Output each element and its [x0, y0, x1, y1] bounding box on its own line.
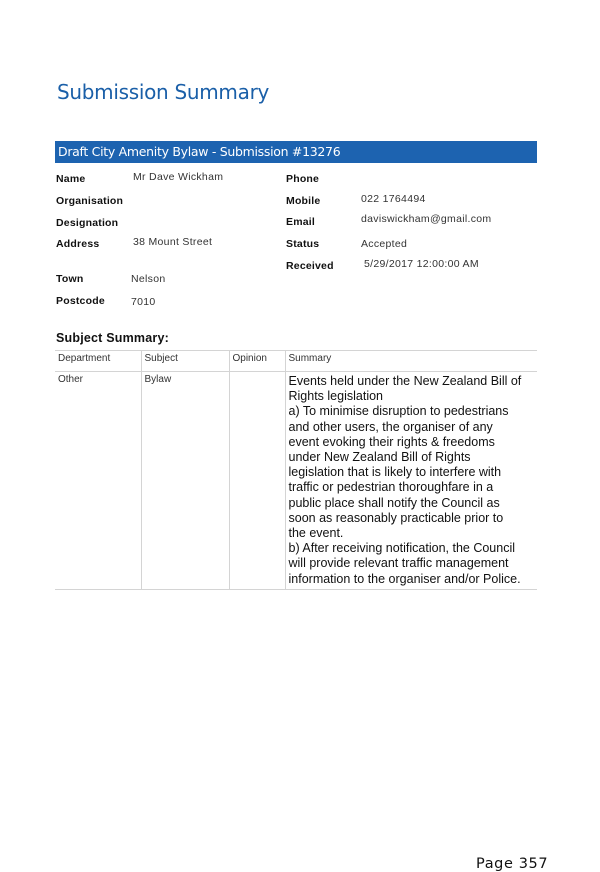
submission-banner: Draft City Amenity Bylaw - Submission #13276: [55, 141, 537, 163]
subject-cell: Bylaw: [141, 372, 229, 590]
organisation-label: Organisation: [56, 195, 124, 207]
opinion-cell: [229, 372, 285, 590]
table-header-row: [55, 351, 537, 372]
column-header-summary: Summary: [285, 351, 537, 372]
column-header-department: Department: [55, 351, 141, 372]
summary-line: public place shall notify the Council as: [288, 495, 500, 510]
subject-summary-table: [55, 350, 537, 590]
address-label: Address: [56, 238, 100, 250]
summary-line: information to the organiser and/or Police.: [288, 571, 521, 586]
designation-label: Designation: [56, 217, 119, 229]
name-label: Name: [56, 173, 86, 185]
subject-summary-heading: Subject Summary:: [56, 331, 169, 345]
summary-cell: [285, 372, 537, 590]
page-number: Page 357: [476, 856, 549, 872]
summary-line: event evoking their rights & freedoms: [288, 434, 495, 449]
summary-line: soon as reasonably practicable prior to: [288, 510, 504, 525]
summary-line: and other users, the organiser of any: [288, 419, 493, 434]
postcode-label: Postcode: [56, 295, 105, 307]
received-label: Received: [286, 260, 334, 272]
department-cell: Other: [55, 372, 141, 590]
postcode-value: 7010: [131, 296, 156, 308]
address-value: 38 Mount Street: [133, 236, 213, 248]
summary-line: Rights legislation: [288, 389, 383, 404]
summary-line: traffic or pedestrian thoroughfare in a: [288, 480, 494, 495]
summary-line: the event.: [288, 526, 344, 541]
status-value: Accepted: [361, 238, 408, 250]
summary-line: b) After receiving notification, the Council: [288, 541, 516, 556]
column-header-subject: Subject: [141, 351, 229, 372]
email-label: Email: [286, 216, 316, 228]
town-value: Nelson: [131, 273, 166, 285]
town-label: Town: [56, 273, 84, 285]
name-value: Mr Dave Wickham: [133, 171, 224, 183]
mobile-label: Mobile: [286, 195, 321, 207]
summary-line: a) To minimise disruption to pedestrians: [288, 404, 509, 419]
summary-line: under New Zealand Bill of Rights: [288, 450, 471, 465]
summary-line: will provide relevant traffic management: [288, 556, 509, 571]
status-label: Status: [286, 238, 320, 250]
received-value: 5/29/2017 12:00:00 AM: [364, 258, 479, 270]
phone-label: Phone: [286, 173, 320, 185]
table-row: [55, 372, 537, 590]
mobile-value: 022 1764494: [361, 193, 426, 205]
page-title: Submission Summary: [57, 80, 270, 104]
summary-line: legislation that is likely to interfere with: [288, 465, 502, 480]
email-value: daviswickham@gmail.com: [361, 213, 492, 225]
summary-line: Events held under the New Zealand Bill of: [288, 374, 522, 388]
column-header-opinion: Opinion: [229, 351, 285, 372]
